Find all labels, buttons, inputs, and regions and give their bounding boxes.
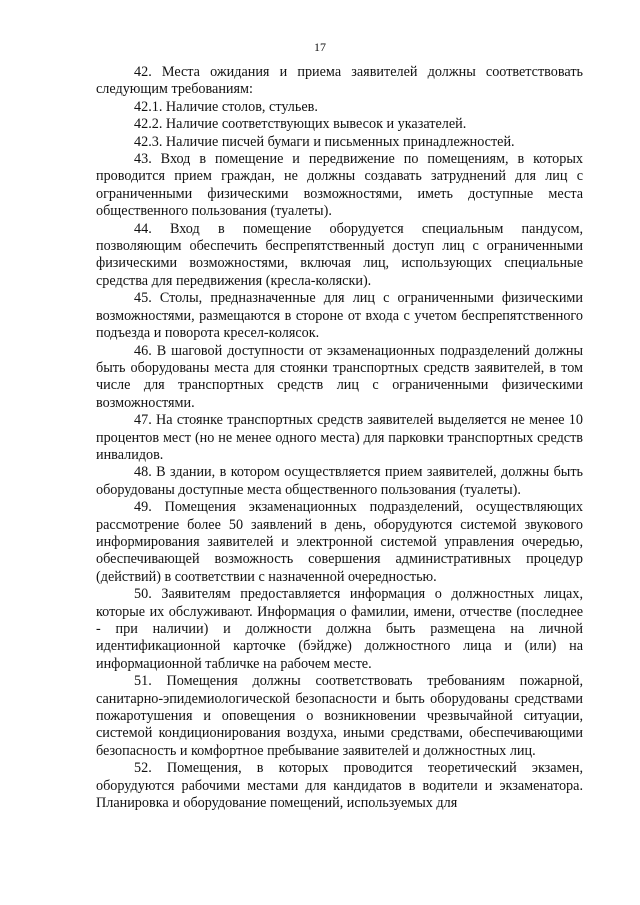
paragraph-50: 50. Заявителям предоставляется информация о должностных лицах, которые их обслуживают. Информация о фамилии, имени, отчестве (последнее - при наличии) и должности должна быть размещена на личной идентификационной карточке (бэйдже) должностного лица и (или) на информационной табличке на рабочем месте.: [96, 586, 583, 672]
paragraph-46: 46. В шаговой доступности от экзаменационных подразделений должны быть оборудованы места для стоянки транспортных средств заявителей, в том числе для транспортных средств лиц с ограниченными физическими возможностями.: [96, 342, 583, 411]
paragraph-47: 47. На стоянке транспортных средств заявителей выделяется не менее 10 процентов мест (но не менее одного места) для парковки транспортных средств инвалидов.: [96, 412, 583, 463]
paragraph-48: 48. В здании, в котором осуществляется прием заявителей, должны быть оборудованы доступные места общественного пользования (туалеты).: [96, 464, 583, 498]
paragraph-51: 51. Помещения должны соответствовать требованиям пожарной, санитарно-эпидемиологической безопасности и быть оборудованы средствами пожаротушения и оповещения о возникновении чрезвычайной ситуации, системой кондиционирования воздуха, иными средствами, обеспечивающими безопасность и комфортное пребывание заявителей и должностных лиц.: [96, 673, 583, 759]
paragraph-49: 49. Помещения экзаменационных подразделений, осуществляющих рассмотрение более 50 заявлений в день, оборудуются системой звукового информирования заявителей и электронной системой управления очередью, обеспечивающей возможность совершения административных процедур (действий) в соответствии с назначенной очередностью.: [96, 499, 583, 585]
paragraph-42-3: 42.3. Наличие писчей бумаги и письменных принадлежностей.: [134, 133, 515, 150]
paragraph-43: 43. Вход в помещение и передвижение по помещениям, в которых проводится прием граждан, не должны создавать затруднений для лиц с ограниченными физическими возможностями, иметь доступные места общественного пользования (туалеты).: [96, 151, 583, 220]
paragraph-45: 45. Столы, предназначенные для лиц с ограниченными физическими возможностями, размещаются в стороне от входа с учетом беспрепятственного подъезда и поворота кресел-колясок.: [96, 290, 583, 342]
body-text: [96, 64, 583, 812]
paragraph-44: 44. Вход в помещение оборудуется специальным пандусом, позволяющим обеспечить беспрепятственный доступ лиц с ограниченными физическими возможностями, включая лиц, использующих специальные средства для передвижения (кресла-коляски).: [96, 220, 583, 289]
paragraph-42: 42. Места ожидания и приема заявителей должны соответствовать следующим требованиям:: [96, 64, 583, 98]
paragraph-52: 52. Помещения, в которых проводится теоретический экзамен, оборудуются рабочими местами для кандидатов в водители и экзаменатора. Планировка и оборудование помещений, используемых для: [96, 760, 583, 812]
page-number: 17: [314, 40, 326, 54]
paragraph-42-2: 42.2. Наличие соответствующих вывесок и указателей.: [134, 116, 467, 133]
paragraph-42-1: 42.1. Наличие столов, стульев.: [134, 98, 318, 115]
